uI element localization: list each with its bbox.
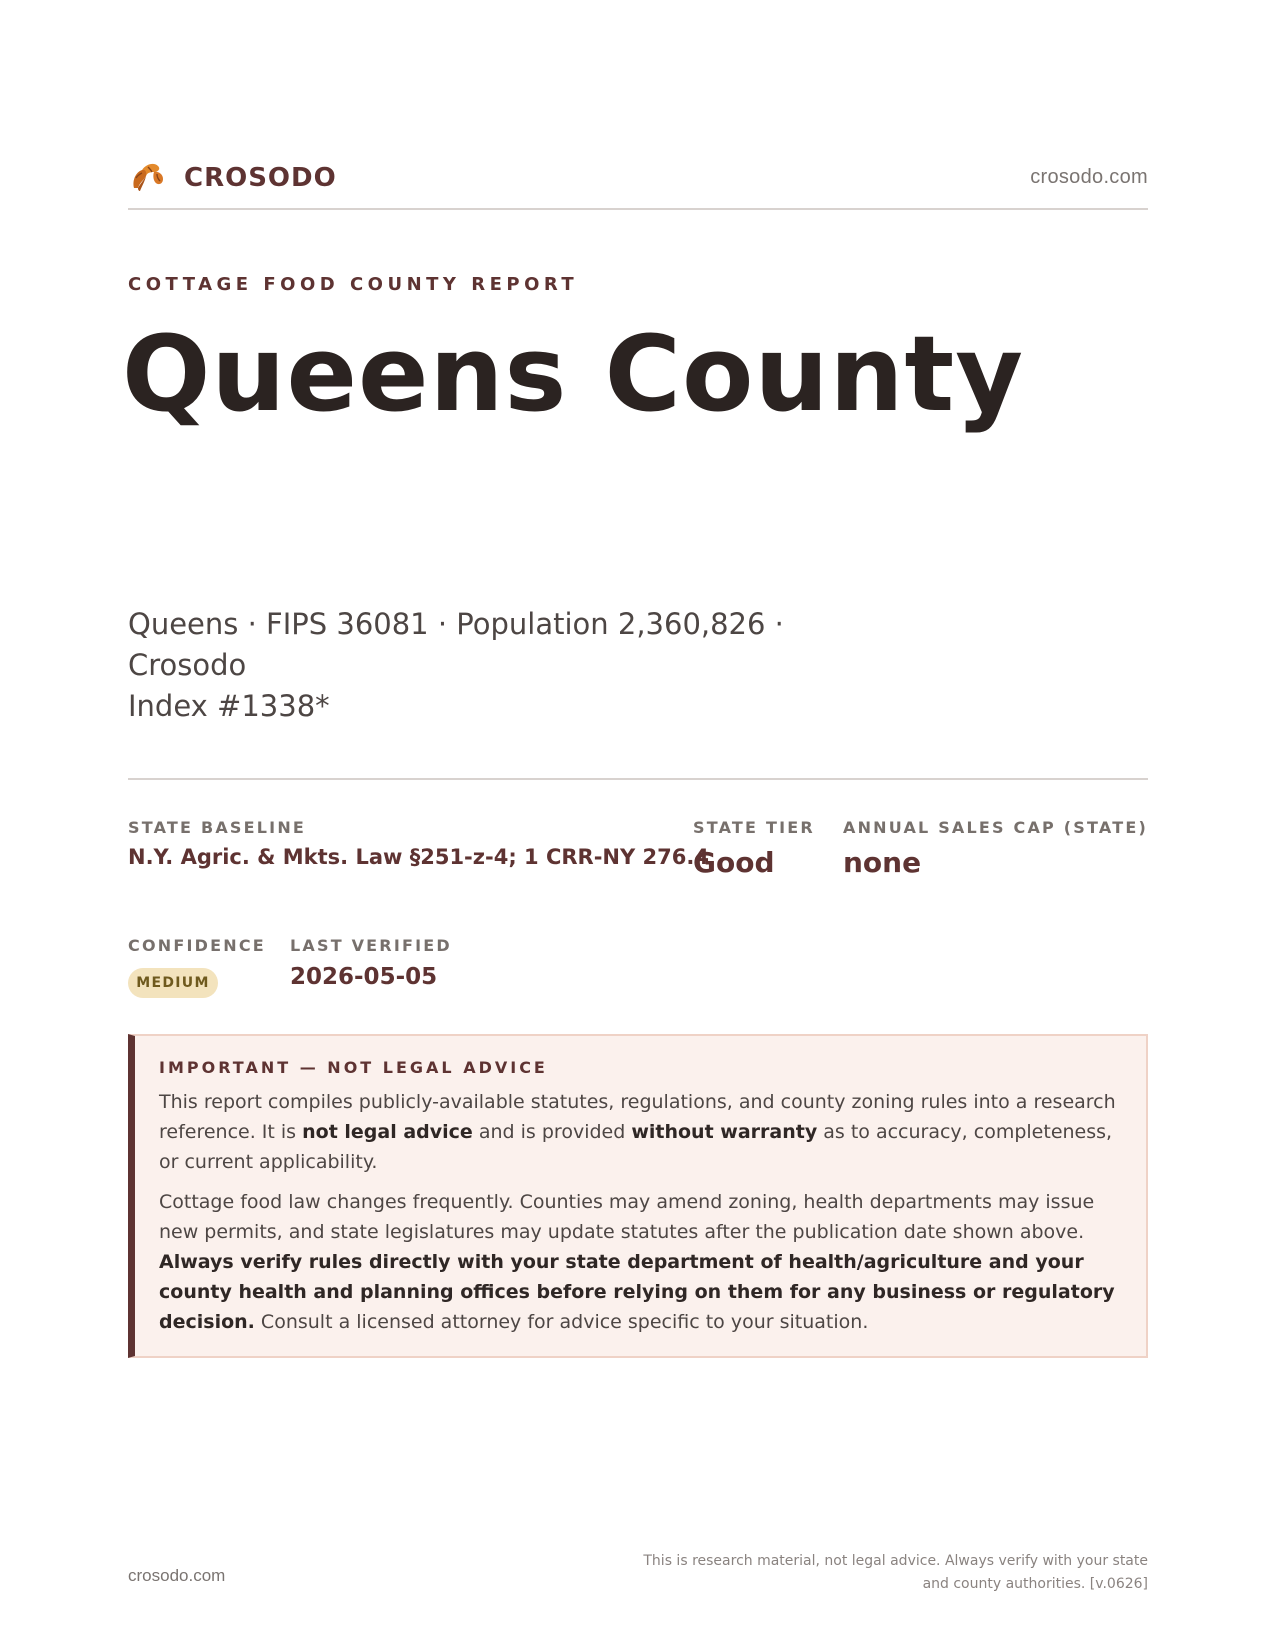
annual-sales-cap-value: none [843,846,922,879]
county-summary-line-1: Queens · FIPS 36081 · Population 2,360,826 · Crosodo [128,607,784,682]
croissant-icon [128,158,168,198]
disclaimer-emphasis: without warranty [631,1121,818,1143]
state-tier-label: STATE TIER [693,818,815,837]
site-url-link[interactable]: crosodo.com [1030,166,1148,188]
footer-disclaimer-line-1: This is research material, not legal advice. Always verify with your state [643,1553,1148,1569]
footer-disclaimer-line-2: and county authorities. [v.0626] [922,1576,1148,1592]
disclaimer-emphasis: not legal advice [302,1121,473,1143]
page-title: Queens County [122,313,1025,435]
confidence-label: CONFIDENCE [128,936,266,955]
last-verified-label: LAST VERIFIED [290,936,452,955]
page-header [128,152,1148,210]
footer-disclaimer [628,1550,1148,1596]
disclaimer-paragraph-1 [159,1087,1120,1177]
confidence-badge: MEDIUM [128,968,218,998]
disclaimer-title: IMPORTANT — NOT LEGAL ADVICE [159,1058,548,1077]
last-verified-date: 2026-05-05 [290,964,438,990]
brand-logo[interactable] [128,158,337,198]
footer-site-url[interactable]: crosodo.com [128,1566,226,1585]
legal-disclaimer-box [128,1034,1148,1358]
county-summary [128,604,888,727]
county-summary-line-2: Index #1338* [128,689,330,723]
disclaimer-text: and is provided [472,1121,632,1143]
brand-name: CROSODO [184,163,337,193]
state-baseline-label: STATE BASELINE [128,818,307,837]
disclaimer-emphasis: Always verify rules directly with your state department of health/agriculture and your county health and planning offices before relying on them for any business or regulatory decision. [159,1251,1115,1333]
state-tier-value: Good [693,846,775,879]
disclaimer-text: This report compiles publicly-available statutes, regulations, and county zoning rules into a research reference. It is [159,1091,1116,1143]
disclaimer-text: Cottage food law changes frequently. Counties may amend zoning, health departments may issue new permits, and state legislatures may update statutes after the publication date shown above. [159,1191,1095,1243]
disclaimer-paragraph-2 [159,1187,1120,1337]
annual-sales-cap-label: ANNUAL SALES CAP (STATE) [843,818,1148,837]
disclaimer-text: Consult a licensed attorney for advice specific to your situation. [254,1311,869,1333]
report-type-label: COTTAGE FOOD COUNTY REPORT [128,274,579,295]
disclaimer-text: as to accuracy, completeness, or current applicability. [159,1121,1113,1173]
section-divider [128,778,1148,780]
state-baseline-value: N.Y. Agric. & Mkts. Law §251-z-4; 1 CRR-NY 276.4 [128,845,709,869]
